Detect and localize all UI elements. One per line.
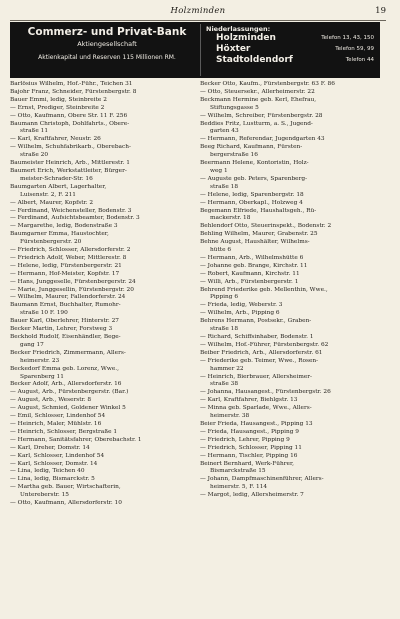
- directory-entry: — Wilhelm, Arb., Pipping 6: [200, 310, 280, 317]
- directory-entry: — Wilhelm, Schreiber, Fürstenbergstr. 28: [200, 112, 323, 119]
- page-header: [10, 6, 386, 21]
- directory-entry: bergerstraße 16: [210, 152, 258, 159]
- directory-entry: — Helene, ledig, Fürstenbergerstr. 21: [10, 262, 122, 269]
- directory-entry: — Friederike geb. Teimer, Wwe., Rosen-: [200, 357, 319, 364]
- directory-entry: Behrens Hermann, Postsekr., Graben-: [200, 318, 312, 325]
- directory-entry: — Hermann, Arb., Wilhelmshütte 6: [200, 254, 304, 261]
- directory-entry: — Hermann, Referendar, Jugendgarten 43: [200, 136, 325, 143]
- directory-entry: weg 1: [210, 167, 228, 174]
- directory-entry: — August, Arb., Fürstenbergerstr. (Bar.): [10, 389, 129, 396]
- directory-entry: Beckmann Hermine geb. Kerl, Ehefrau,: [200, 96, 317, 103]
- branch-row: [206, 44, 376, 55]
- directory-entry: Behlendorf Otto, Steuerinspekt., Bodenstr. 2: [200, 223, 332, 230]
- directory-entry: Luisenstr. 2, F. 211: [20, 191, 76, 198]
- directory-entry: Baumgarten Albert, Lagerhalter,: [10, 183, 107, 190]
- directory-entry: — Helene, ledig, Sparenbergstr. 18: [200, 191, 304, 198]
- directory-entry: — Frieda, Hausangest., Pipping 9: [200, 428, 299, 435]
- branch-tel: Telefon 59, 99: [335, 46, 374, 52]
- directory-entry: — Friedrich Adolf, Weber, Mittlerestr. 8: [10, 254, 127, 261]
- directory-entry: — Ferdinand, Aufsichtsbeamter, Bodenstr. 3: [10, 215, 140, 222]
- directory-entry: straße 18: [210, 183, 239, 190]
- directory-entry: — Minna geb. Sparlade, Wwe., Allers-: [200, 405, 312, 412]
- directory-entry: Baumeister Heinrich, Arb., Mittlerestr. 1: [10, 160, 130, 167]
- directory-entry: — Heinrich, Maler, Mühlstr. 16: [10, 420, 102, 427]
- bank-advertisement: [10, 22, 380, 78]
- directory-entry: — Frieda, ledig, Weberstr. 3: [200, 302, 283, 309]
- directory-entry: — Auguste geb. Peters, Sparenberg-: [200, 175, 308, 182]
- directory-entry: Untereberstr. 15: [20, 492, 69, 499]
- branch-list: [206, 25, 376, 66]
- directory-entry: — Margot, ledig, Allersheimerstr. 7: [200, 492, 304, 499]
- branches-title: Niederlassungen:: [206, 25, 271, 33]
- directory-entry: — Robert, Kaufmann, Kirchstr. 11: [200, 270, 300, 277]
- directory-entry: Behling Wilhelm, Maurer, Grabenstr. 25: [200, 231, 318, 238]
- directory-entry: — Emil, Schlosser, Lindenhof 54: [10, 413, 106, 420]
- directory-entry: Baumann Christoph, Dohlfahrts., Obere-: [10, 120, 130, 127]
- directory-entry: heimerstr. 5, F. 114: [210, 484, 268, 491]
- directory-entry: — Hermann, Oberkapl., Holzweg 4: [200, 199, 303, 206]
- capital-note: Aktienkapital und Reserven 115 Millionen RM.: [38, 54, 176, 61]
- branch-row: [206, 33, 376, 44]
- directory-entry: heimerstr. 23: [20, 357, 60, 364]
- directory-entry: Becker Adolf, Arb., Allersdorferstr. 16: [10, 381, 122, 388]
- directory-entry: gang 17: [20, 341, 44, 348]
- directory-entry: — Karl, Dreher, Domstr. 14: [10, 444, 90, 451]
- directory-entry: — Willi, Arb., Fürstenbergerstr. 1: [200, 278, 299, 285]
- directory-entry: garten 43: [210, 128, 239, 135]
- directory-entry: Baumann Ernst, Buchhalter, Rumohr-: [10, 302, 121, 309]
- branch-tel: Telefon 44: [345, 57, 374, 63]
- directory-entry: Beermann Helene, Kontoristin, Holz-: [200, 160, 309, 167]
- left-column: [10, 81, 198, 508]
- directory-entry: — Wilhelm, Schuhfabrikarb., Oberebach-: [10, 144, 131, 151]
- directory-entry: — Karl, Schlosser, Domstr. 14: [10, 460, 98, 467]
- directory-entry: — Albert, Maurer, Kopfstr. 2: [10, 199, 94, 206]
- company-type: Aktiengesellschaft: [77, 40, 137, 48]
- directory-entry: — Marie, Junggesellin, Fürstenbergstr. 20: [10, 286, 134, 293]
- directory-entry: — Karl, Schlosser, Lindenhof 54: [10, 452, 105, 459]
- directory-entry: — Ferdinand, Weichensteller, Bodenstr. 3: [10, 207, 132, 214]
- page-number: 19: [375, 6, 386, 16]
- branch-city: Holzminden: [216, 33, 276, 43]
- directory-entry: — Wilhelm, Hof.-Führer, Fürstenbergstr. 62: [200, 341, 329, 348]
- directory-entry: Beddies Fritz, Lustturm, a. S., Jugend-: [200, 120, 313, 127]
- directory-entry: — Otto, Kaufmann, Allersdorferstr. 10: [10, 500, 122, 507]
- directory-entry: Baumgarner Emma, Haustochter,: [10, 231, 109, 238]
- directory-entry: — Friedrich, Lehrer, Pipping 9: [200, 436, 290, 443]
- directory-entry: — Margarethe, ledig, Bodenstraße 3: [10, 223, 118, 230]
- directory-entry: — August, Schmied, Goldener Winkel 5: [10, 405, 126, 412]
- directory-entry: — August, Arb., Weserstr. 8: [10, 397, 92, 404]
- directory-entry: Fürstenbergerstr. 20: [20, 239, 82, 246]
- bank-info: [14, 24, 201, 76]
- directory-entry: Becker Otto, Kaufm., Fürstenbergstr. 63 F. 86: [200, 81, 335, 87]
- directory-entry: — Lina, ledig, Teichen 40: [10, 468, 85, 475]
- directory-entry: Behrend Friederike geb. Mellenthin, Wwe.,: [200, 286, 328, 293]
- directory-entry: — Ernst, Prediger, Steinbreite 2: [10, 104, 105, 111]
- directory-entry: — Hermann, Tischler, Pipping 16: [200, 452, 298, 459]
- directory-entry: Beeg Richard, Kaufmann, Fürsten-: [200, 144, 303, 151]
- branch-city: Stadtoldendorf: [216, 55, 293, 65]
- directory-entry: — Hans, Junggeselle, Fürstenbergerstr. 24: [10, 278, 136, 285]
- right-column: [200, 81, 388, 500]
- directory-entry: heimerstr. 38: [210, 413, 250, 420]
- directory-entry: Beckhold Rudolf, Eisenhändler, Bege-: [10, 334, 121, 340]
- directory-entry: — Lina, ledig, Bismarckstr. 5: [10, 476, 95, 483]
- directory-entry: Beckedorf Emma geb. Lorenz, Wwe.,: [10, 365, 119, 372]
- directory-entry: — Johann, Dampfmaschinenführer, Allers-: [200, 476, 324, 483]
- directory-entry: — Richard, Schiffsinhaber, Bodenstr. 1: [200, 334, 314, 340]
- directory-entry: straße 10 F. 190: [20, 310, 68, 317]
- directory-entry: hütte 6: [210, 247, 232, 254]
- directory-entry: Barlösius Wilhelm, Hof.-Führ., Teichen 31: [10, 81, 133, 87]
- directory-entry: — Heinrich, Schlosser, Bergstraße 1: [10, 428, 118, 435]
- directory-entry: — Friedrich, Schlosser, Pipping 11: [200, 444, 302, 451]
- directory-entry: Becker Martin, Lehrer, Forstweg 3: [10, 326, 113, 333]
- page-title: Holzminden: [170, 6, 226, 16]
- directory-entry: — Otto, Kaufmann, Obere Str. 11 F. 256: [10, 112, 128, 119]
- directory-entry: Pipping 6: [210, 294, 239, 301]
- branch-row: [206, 55, 376, 66]
- directory-entry: straße 18: [210, 326, 239, 333]
- directory-entry: — Johanna, Hausangest., Fürstenbergstr. 26: [200, 389, 331, 396]
- directory-entry: Beinert Bernhard, Werk-Führer,: [200, 460, 294, 467]
- directory-entry: Behne August, Haushälter, Wilhelms-: [200, 239, 310, 246]
- directory-entry: Stiftungsgasse 5: [210, 104, 259, 111]
- directory-entry: — Hermann, Sanitätsfahrer, Oberebachstr. 1: [10, 436, 142, 443]
- directory-entry: Beiber Friedrich, Arb., Allersdorferstr. 61: [200, 349, 323, 356]
- directory-entry: Bauer Karl, Oberlehrer, Hinterstr. 27: [10, 318, 119, 325]
- directory-entry: — Heinrich, Bierbrauer, Allersheimer-: [200, 373, 312, 380]
- directory-entry: straße 38: [210, 381, 239, 388]
- directory-entry: mackerstr. 18: [210, 215, 251, 222]
- directory-entry: meister-Schrader-Str. 16: [20, 175, 93, 182]
- branch-tel: Telefon 13, 43, 150: [321, 35, 374, 41]
- directory-entry: Bismarckstraße 15: [210, 468, 266, 475]
- directory-entry: — Johanne geb. Brange, Kirchstr. 11: [200, 262, 308, 269]
- directory-entry: straße 20: [20, 152, 49, 159]
- directory-entry: — Karl, Kraftfahrer, Neustr. 26: [10, 136, 101, 143]
- directory-entry: — Friedrich, Schlosser, Allersdorferstr. 2: [10, 247, 131, 254]
- directory-entry: Bauer Emmi, ledig, Steinbreite 2: [10, 96, 107, 103]
- directory-entry: — Martha geb. Bauer, Wirtschafterin,: [10, 484, 121, 491]
- directory-entry: straße 11: [20, 128, 49, 135]
- directory-entry: — Hermann, Hof-Meister, Kopfstr. 17: [10, 270, 120, 277]
- directory-entry: Sparenberg 11: [20, 373, 64, 380]
- bank-name: Commerz- und Privat-Bank: [27, 26, 187, 38]
- branch-city: Höxter: [216, 44, 251, 54]
- directory-entry: hammer 22: [210, 365, 244, 372]
- directory-entry: — Wilhelm, Maurer, Fallendorferstr. 24: [10, 294, 126, 301]
- directory-entry: — Karl, Kraftfahrer, Biehlgstr. 13: [200, 397, 298, 404]
- directory-entry: — Otto, Steuersekr., Allerheimerstr. 22: [200, 88, 315, 95]
- directory-entry: Beier Frieda, Hausangest., Pipping 13: [200, 420, 313, 427]
- directory-entry: Baumert Erich, Werkstattleiter, Bürger-: [10, 167, 127, 174]
- directory-entry: Bajohr Franz, Schneider, Fürstenbergstr. 8: [10, 88, 137, 95]
- directory-entry: Begemann Elfriede, Haushaltsgeh., Rü-: [200, 207, 317, 214]
- directory-entry: Becker Friedrich, Zimmermann, Allers-: [10, 349, 126, 356]
